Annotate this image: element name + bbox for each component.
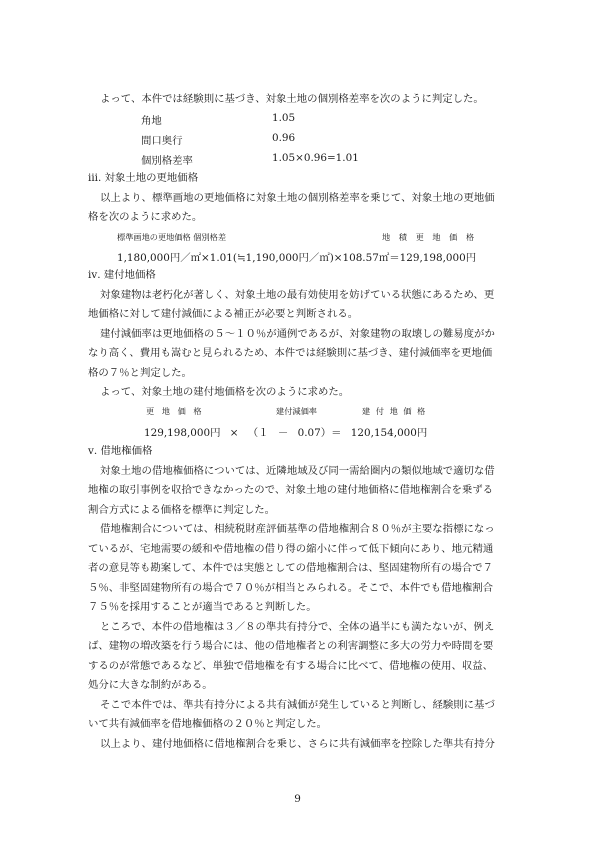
paragraph-line: 者の意見等も勘案して、本件では実態としての借地権割合は、堅固建物所有の場合で７	[88, 562, 494, 574]
paragraph-line: 処分に大きな制約がある。	[88, 679, 213, 691]
factor-label: 角地	[141, 115, 162, 127]
paragraph-line: 以上より、建付地価格に借地権割合を乗じ、さらに共有減価率を控除した準共有持分	[100, 738, 495, 750]
paragraph-line: 対象建物は老朽化が著しく、対象土地の最有効使用を妨げている状態にあるため、更	[100, 289, 495, 301]
formula: 1,180,000円／㎡×1.01(≒1,190,000円／㎡)×108.57㎡＝129,198,000円	[117, 252, 477, 264]
paragraph-line: 格の７％と判定した。	[88, 367, 192, 379]
paragraph-line: 対象土地の借地権価格については、近隣地域及び同一需給圏内の類似地域で適切な借	[100, 465, 495, 477]
paragraph-line: ば、建物の増改築を行う場合には、他の借地権者との利害調整に多大の労力や時間を要	[88, 640, 494, 652]
formula-header: 建 付 地 価 格	[362, 406, 426, 416]
intro-paragraph: よって、本件では経験則に基づき、対象土地の個別格差率を次のように判定した。	[100, 93, 484, 105]
paragraph-line: なり高く、費用も嵩むと見られるため、本件では経験則に基づき、建付減価率を更地価	[88, 347, 493, 359]
paragraph-line: ５％、非堅固建物所有の場合で７０％が相当とみられる。そこで、本件でも借地権割合	[88, 582, 494, 594]
formula-header: 標準画地の更地価格 個別格差	[117, 232, 227, 242]
paragraph-line: よって、対象土地の建付地価格を次のように求めた。	[100, 386, 350, 398]
factor-label: 個別格差率	[141, 155, 193, 167]
paragraph-line: 格を次のように求めた。	[88, 211, 203, 223]
paragraph-line: 地価格に対して建付減価による補正が必要と判断される。	[88, 308, 359, 320]
paragraph-line: そこで本件では、準共有持分による共有減価が発生していると判断し、経験則に基づ	[100, 699, 495, 711]
paragraph-line: ところで、本件の借地権は３／８の準共有持分で、全体の過半にも満たないが、例え	[100, 621, 495, 633]
formula-header: 更 地 価 格	[146, 406, 202, 416]
paragraph-line: するのが常態であるなど、単独で借地権を有する場合に比べて、借地権の使用、収益、	[88, 660, 494, 672]
section-heading: ⅲ. 対象土地の更地価格	[88, 172, 199, 184]
paragraph-line: 地権の取引事例を収拾できなかったので、対象土地の建付地価格に借地権割合を乗ずる	[88, 484, 494, 496]
paragraph-line: ているが、宅地需要の緩和や借地権の借り得の縮小に伴って低下傾向にあり、地元精通	[88, 543, 494, 555]
paragraph-line: ７５％を採用することが適当であると判断した。	[88, 601, 317, 613]
formula-header: 建付減価率	[276, 406, 317, 416]
factor-value: 1.05×0.96=1.01	[272, 152, 359, 164]
section-heading: ⅳ. 建付地価格	[88, 269, 156, 281]
page-number: 9	[294, 793, 301, 805]
factor-value: 1.05	[272, 112, 296, 124]
paragraph-line: 以上より、標準画地の更地価格に対象土地の個別格差率を乗じて、対象土地の更地価	[100, 192, 495, 204]
factor-label: 間口奥行	[141, 135, 183, 147]
factor-value: 0.96	[272, 132, 296, 144]
paragraph-line: 割合方式による価格を標準に判定した。	[88, 504, 276, 516]
formula: 129,198,000円 × （１ － 0.07）＝ 120,154,000円	[144, 427, 428, 439]
paragraph-line: いて共有減価率を借地権価格の２０％と判定した。	[88, 718, 327, 730]
formula-header: 地 積 更 地 価 格	[382, 232, 475, 242]
paragraph-line: 借地権割合については、相続税財産評価基準の借地権割合８０％が主要な指標になっ	[100, 523, 495, 535]
section-heading: ⅴ. 借地権価格	[88, 445, 153, 457]
paragraph-line: 建付減価率は更地価格の５～１０％が通例であるが、対象建物の取壊しの難易度がか	[100, 328, 495, 340]
